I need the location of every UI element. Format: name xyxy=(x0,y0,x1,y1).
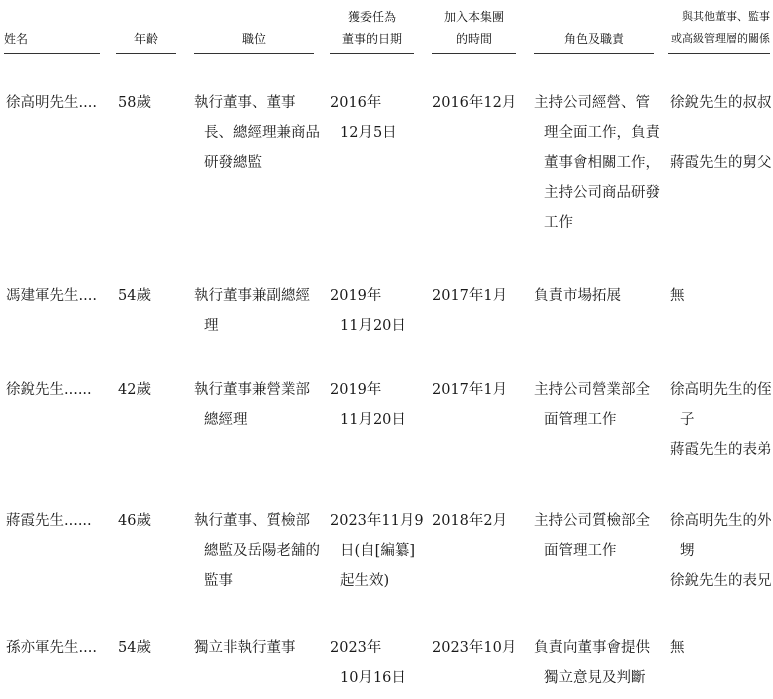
cell-role-line: 面管理工作 xyxy=(544,412,617,428)
header-rule-age xyxy=(116,53,176,54)
cell-appointed-line: 11月20日 xyxy=(340,412,406,428)
cell-position-line: 執行董事、質檢部 xyxy=(194,513,310,529)
cell-role-line: 負責市場拓展 xyxy=(534,288,621,304)
cell-role-line: 主持公司經營、管 xyxy=(534,95,650,111)
cell-relation-line: 無 xyxy=(670,640,685,656)
cell-appointed xyxy=(330,281,406,341)
header-position-line-2: 職位 xyxy=(241,32,266,46)
cell-joined-line: 2017年1月 xyxy=(432,288,508,304)
cell-relation-line: 徐高明先生的外 xyxy=(670,513,772,529)
header-role-line-1 xyxy=(534,6,654,28)
cell-role-line: 理全面工作，負責 xyxy=(544,125,660,141)
cell-position-line: 執行董事兼營業部 xyxy=(194,382,310,398)
header-appointed-line-1: 獲委任為 xyxy=(347,10,396,24)
header-name-line-2: 姓名 xyxy=(4,32,29,46)
cell-age: 58歲 xyxy=(118,95,151,111)
cell-relation xyxy=(670,633,685,663)
header-rule-name xyxy=(4,53,100,54)
cell-role-line: 主持公司質檢部全 xyxy=(534,513,650,529)
cell-appointed xyxy=(330,506,424,596)
cell-joined xyxy=(432,506,507,536)
cell-appointed-line: 2023年11月9 xyxy=(330,513,424,529)
cell-age: 42歲 xyxy=(118,382,151,398)
cell-appointed-line: 10月16日 xyxy=(340,670,406,686)
header-joined xyxy=(432,6,516,52)
cell-role-line: 主持公司商品研發 xyxy=(544,185,660,201)
header-rule-appointed xyxy=(330,53,414,54)
cell-joined-line: 2017年1月 xyxy=(432,382,508,398)
cell-joined xyxy=(432,281,507,311)
cell-position-line: 執行董事兼副總經 xyxy=(194,288,310,304)
header-name xyxy=(4,6,100,52)
cell-age: 46歲 xyxy=(118,513,151,529)
header-joined-line-2: 的時間 xyxy=(455,32,492,46)
header-age xyxy=(116,6,176,52)
cell-relation-line: 徐銳先生的表兄 xyxy=(670,573,772,589)
cell-role xyxy=(534,633,650,693)
cell-relation xyxy=(670,375,772,465)
cell-relation xyxy=(670,88,772,178)
header-role-line-2: 角色及職責 xyxy=(563,32,624,46)
cell-age: 54歲 xyxy=(118,640,151,656)
cell-appointed-line: 11月20日 xyxy=(340,318,406,334)
cell-position-line: 總經理 xyxy=(204,412,248,428)
cell-appointed xyxy=(330,375,406,435)
cell-position-line: 執行董事、董事 xyxy=(194,95,296,111)
header-rule-joined xyxy=(432,53,516,54)
cell-position xyxy=(194,506,320,596)
cell-position xyxy=(194,375,310,435)
cell-relation xyxy=(670,506,772,596)
header-relation-line-2: 或高級管理層的關係 xyxy=(671,32,770,45)
cell-joined-line: 2023年10月 xyxy=(432,640,517,656)
cell-relation-line: 子 xyxy=(680,412,695,428)
header-position xyxy=(194,6,314,52)
cell-position xyxy=(194,88,320,178)
cell-role-line: 獨立意見及判斷 xyxy=(544,670,646,686)
cell-role-line: 面管理工作 xyxy=(544,543,617,559)
header-age-line-1 xyxy=(116,6,176,28)
cell-position xyxy=(194,281,310,341)
cell-appointed-line: 2016年 xyxy=(330,95,382,111)
cell-role-line: 工作 xyxy=(544,215,573,231)
cell-appointed xyxy=(330,633,406,693)
cell-appointed-line: 起生效) xyxy=(340,573,390,589)
header-appointed-line-2: 董事的日期 xyxy=(341,32,402,46)
cell-appointed-line: 12月5日 xyxy=(340,125,397,141)
cell-role xyxy=(534,375,650,435)
cell-position-line: 研發總監 xyxy=(204,155,262,171)
cell-relation-line xyxy=(670,118,772,148)
cell-position-line: 總監及岳陽老舖的 xyxy=(204,543,320,559)
cell-joined-line: 2018年2月 xyxy=(432,513,508,529)
cell-relation-line: 徐銳先生的叔叔 xyxy=(670,95,772,111)
cell-relation xyxy=(670,281,685,311)
cell-role-line: 負責向董事會提供 xyxy=(534,640,650,656)
cell-position-line: 理 xyxy=(204,318,219,334)
cell-name: 徐銳先生...... xyxy=(6,382,92,398)
cell-appointed-line: 2019年 xyxy=(330,288,382,304)
cell-role xyxy=(534,281,621,311)
header-rule-relation xyxy=(668,53,770,54)
header-name-line-1 xyxy=(4,6,100,28)
cell-joined xyxy=(432,633,516,663)
header-role xyxy=(534,6,654,52)
cell-relation-line: 蔣霞先生的舅父 xyxy=(670,155,772,171)
header-age-line-2: 年齡 xyxy=(133,32,158,46)
cell-name: 徐高明先生.... xyxy=(6,95,97,111)
cell-appointed-line: 日(自[編纂] xyxy=(340,543,415,559)
cell-role xyxy=(534,88,660,238)
cell-role-line: 主持公司營業部全 xyxy=(534,382,650,398)
cell-position-line: 監事 xyxy=(204,573,233,589)
cell-name: 蔣霞先生...... xyxy=(6,513,92,529)
cell-appointed xyxy=(330,88,397,148)
header-joined-line-1: 加入本集團 xyxy=(443,10,504,24)
header-relation xyxy=(668,6,770,52)
header-position-line-1 xyxy=(194,6,314,28)
cell-joined xyxy=(432,375,507,405)
cell-name: 馮建軍先生.... xyxy=(6,288,97,304)
cell-relation-line: 甥 xyxy=(680,543,695,559)
cell-appointed-line: 2023年 xyxy=(330,640,382,656)
cell-joined-line: 2016年12月 xyxy=(432,95,517,111)
cell-joined xyxy=(432,88,516,118)
cell-position-line: 獨立非執行董事 xyxy=(194,640,296,656)
cell-age: 54歲 xyxy=(118,288,151,304)
cell-role xyxy=(534,506,650,566)
header-relation-line-1: 與其他董事、監事 xyxy=(682,10,770,23)
cell-relation-line: 徐高明先生的侄 xyxy=(670,382,772,398)
cell-position-line: 長、總經理兼商品 xyxy=(204,125,320,141)
cell-appointed-line: 2019年 xyxy=(330,382,382,398)
cell-position xyxy=(194,633,296,663)
cell-name: 孫亦軍先生.... xyxy=(6,640,97,656)
header-appointed xyxy=(330,6,414,52)
header-rule-position xyxy=(194,53,314,54)
cell-relation-line: 無 xyxy=(670,288,685,304)
cell-relation-line: 蔣霞先生的表弟 xyxy=(670,442,772,458)
cell-role-line: 董事會相關工作， xyxy=(544,155,660,171)
header-rule-role xyxy=(534,53,654,54)
